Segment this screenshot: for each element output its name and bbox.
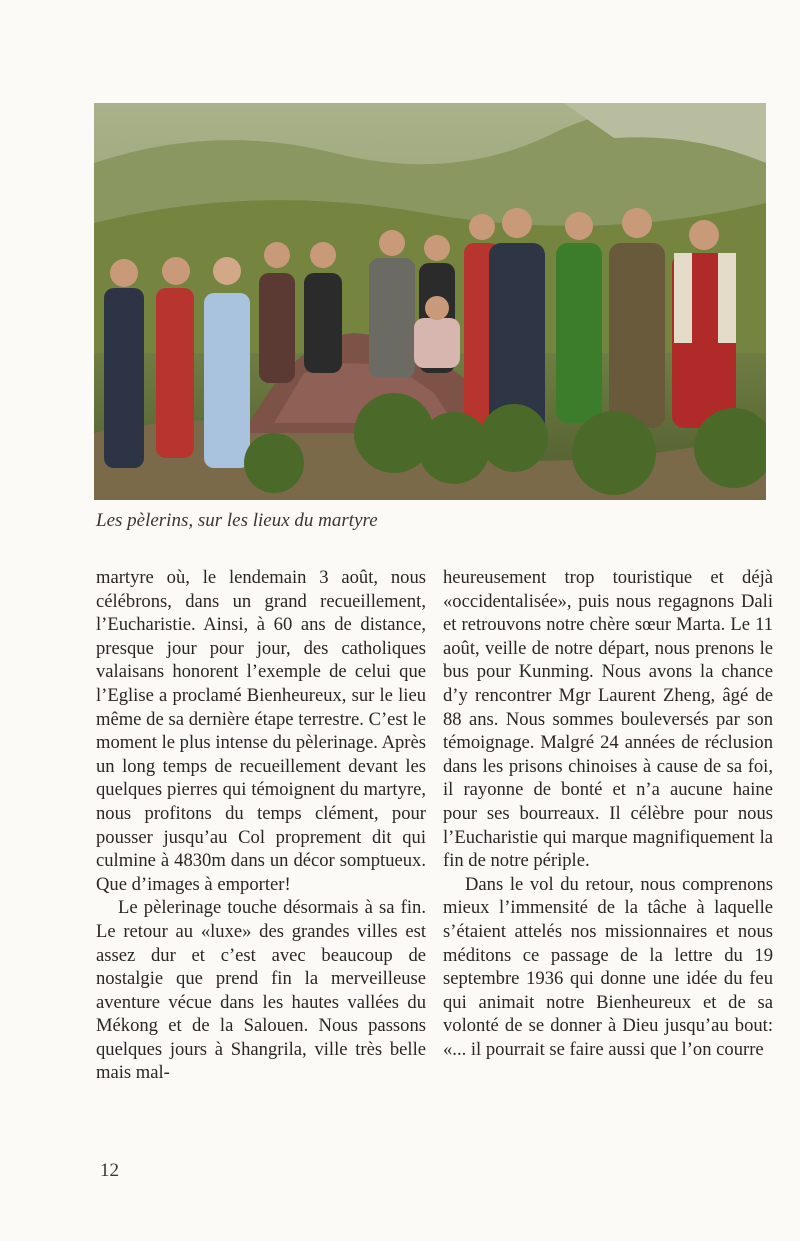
paragraph: Le pèlerinage touche désormais à sa fin. Le retour au «luxe» des grandes villes est assez dur et c’est avec beaucoup de nostalgie que prend fin la merveilleuse aventure vécue dans les hautes vallées du Mékong et de la Salouen. Nous passons quelques jours à Shangrila, ville très belle mais mal- xyxy=(96,897,426,1084)
paragraph: martyre où, le lendemain 3 août, nous célébrons, dans un grand recueillement, l’Eucharistie. Ainsi, à 60 ans de distance, presque jour pour jour, des catholiques valaisans honorent l’exemple de celui que l’Eglise a proclamé Bienheureux, sur le lieu même de sa dernière étape terrestre. C’est le moment le plus intense du pèlerinage. Après un long temps de recueillement devant les quelques pierres qui témoignent du martyre, nous profitons du temps clément, pour pousser jusqu’au Col proprement dit qui culmine à 4830m dans un décor somptueux. Que d’images à emporter! xyxy=(96,567,426,895)
pilgrims-photo xyxy=(94,103,766,500)
paragraph: Dans le vol du retour, nous comprenons mieux l’immensité de la tâche à laquelle s’étaient attelés nos missionnaires et nous méditons ce passage de la lettre du 19 septembre 1936 qui donne une idée du feu qui animait notre Bienheureux et de sa volonté de se donner à Dieu jusqu’au bout: «... il pourrait se faire aussi que l’on courre xyxy=(443,873,773,1060)
page-number: 12 xyxy=(100,1160,119,1181)
photo-caption: Les pèlerins, sur les lieux du martyre xyxy=(96,510,378,531)
paragraph: heureusement trop touristique et déjà «occidentalisée», puis nous regagnons Dali et retrouvons notre chère sœur Marta. Le 11 août, veille de notre départ, nous prenons le bus pour Kunming. Nous avons la chance d’y rencontrer Mgr Laurent Zheng, âgé de 88 ans. Nous sommes bouleversés par son témoignage. Malgré 24 années de réclusion dans les prisons chinoises à cause de sa foi, il rayonne de bonté et n’a aucune haine pour ses bourreaux. Il célèbre pour nous l’Eucharistie qui marque magnifiquement la fin de notre périple. xyxy=(443,567,773,872)
article-column-right xyxy=(443,566,773,1061)
article-column-left xyxy=(96,566,426,1085)
pilgrims-photo-illustration xyxy=(94,103,766,500)
